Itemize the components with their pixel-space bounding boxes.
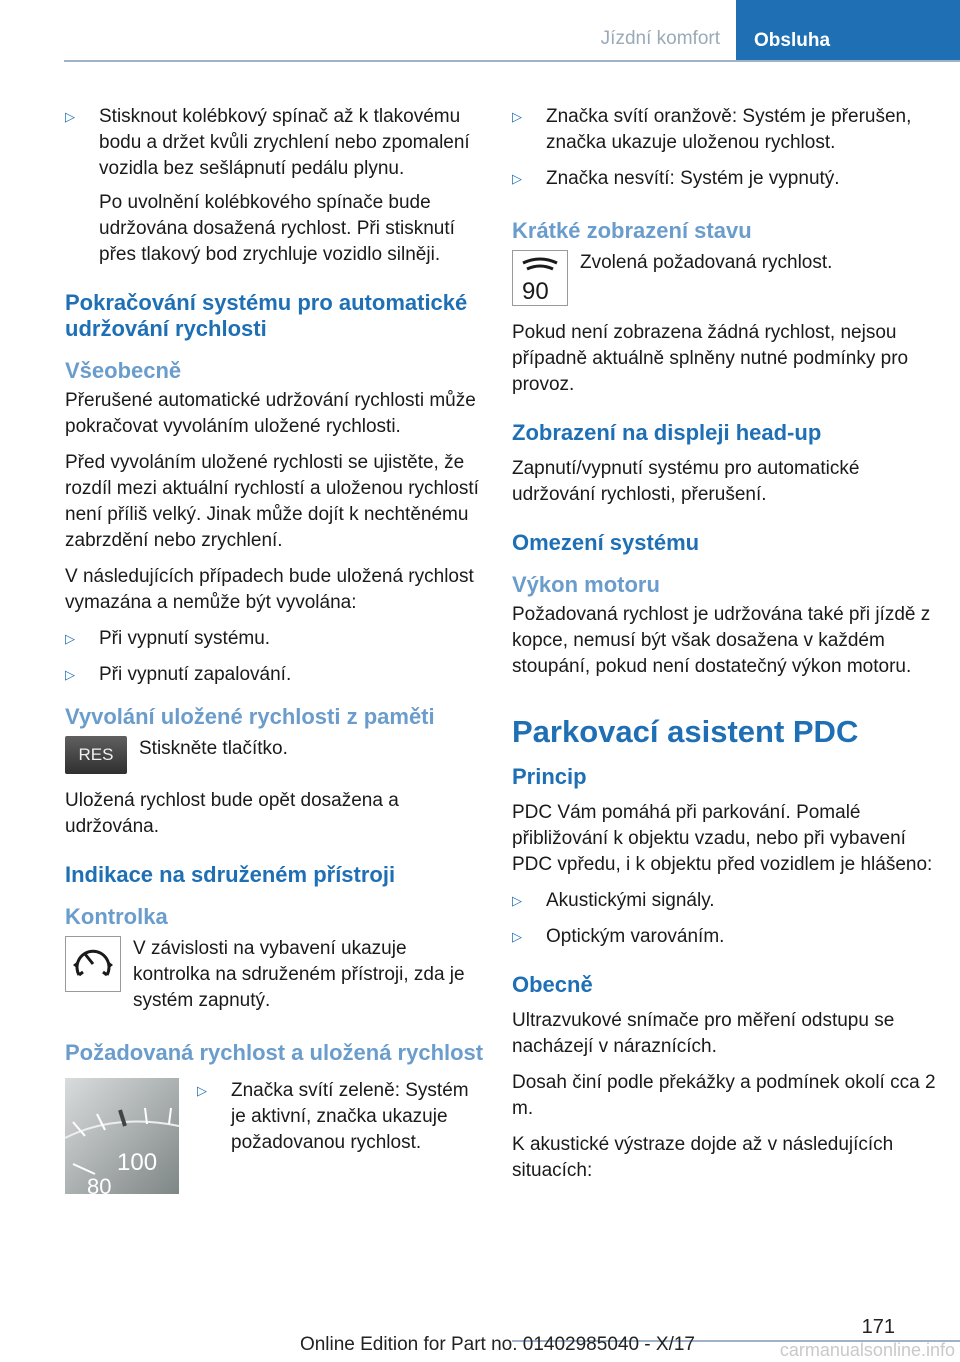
bullet-list-green xyxy=(197,1078,485,1166)
triangle-bullet-icon: ▷ xyxy=(512,171,522,186)
list-item xyxy=(512,888,937,914)
res-instruction: Stiskněte tlačítko. xyxy=(139,738,288,759)
heading-continue-system: Pokračování systému pro automatické udržování rychlosti xyxy=(65,290,468,341)
heading-cluster-indication: Indikace na sdruženém přístroji xyxy=(65,862,396,887)
list-item-text: Optickým varováním. xyxy=(546,926,725,947)
heading-principle: Princip xyxy=(512,764,587,789)
list-item xyxy=(65,626,485,652)
list-item-text: Při vypnutí systému. xyxy=(99,628,271,649)
paragraph: Zapnutí/vypnutí systému pro automatické udržování rychlosti, přerušení. xyxy=(512,458,860,505)
bullet-list-erase xyxy=(65,626,485,688)
list-item xyxy=(197,1078,485,1156)
speedometer-gauge-icon xyxy=(65,1078,179,1194)
left-column xyxy=(65,104,485,1194)
paragraph: Před vyvoláním uložené rychlosti se ujistěte, že rozdíl mezi aktuální rychlostí a uloženou rychlostí není příliš velký. Jinak může dojít k nechtěnému zabrzdění nebo zrychlení. xyxy=(65,452,479,551)
page-number: 171 xyxy=(861,1316,895,1338)
speed-description: Zvolená požadovaná rychlost. xyxy=(580,252,833,273)
edition-note: Online Edition for Part no. 01402985040 - X/17 xyxy=(299,1334,695,1355)
paragraph: Ultrazvukové snímače pro měření odstupu se nacházejí v náraznících. xyxy=(512,1010,895,1057)
triangle-bullet-icon: ▷ xyxy=(65,109,75,124)
cruise-control-indicator-icon xyxy=(65,936,121,992)
heading-indicator: Kontrolka xyxy=(65,904,168,929)
bullet-list-status xyxy=(512,104,937,192)
list-item-text: Značka svítí zeleně: Systém je aktivní, značka ukazuje požadovanou rychlost. xyxy=(231,1080,469,1153)
bullet-list-rocker xyxy=(65,104,485,268)
triangle-bullet-icon: ▷ xyxy=(65,667,75,682)
heading-desired-stored-speed: Požadovaná rychlost a uložená rychlost xyxy=(65,1040,484,1065)
section-tab-operation: Obsluha xyxy=(736,0,960,62)
speed-value: 90 xyxy=(522,278,549,303)
heading-engine-power: Výkon motoru xyxy=(512,572,660,597)
list-item-text: Stisknout kolébkový spínač až k tlakovému bodu a držet kvůli zrychlení nebo zpomalení vozidla bez sešlápnutí pedálu plynu. xyxy=(99,106,470,179)
paragraph: V následujících případech bude uložená rychlost vymazána a nemůže být vyvolána: xyxy=(65,566,474,613)
paragraph: Uložená rychlost bude opět dosažena a udržována. xyxy=(65,790,399,837)
bullet-list-signals xyxy=(512,888,937,950)
res-button-row xyxy=(65,736,485,774)
speed-display-row xyxy=(512,250,937,306)
paragraph: Dosah činí podle překážky a podmínek okolí cca 2 m. xyxy=(512,1072,936,1119)
indicator-description: V závislosti na vybavení ukazuje kontrolka na sdruženém přístroji, zda je systém zapnutý. xyxy=(133,938,465,1011)
list-item-text: Značka nesvítí: Systém je vypnutý. xyxy=(546,168,840,189)
list-item xyxy=(512,924,937,950)
heading-park-distance-control: Parkovací asistent PDC xyxy=(512,714,859,749)
header-divider xyxy=(64,60,960,62)
gauge-label-80: 80 xyxy=(87,1174,112,1194)
list-item xyxy=(65,104,485,268)
heading-brief-status: Krátké zobrazení stavu xyxy=(512,218,752,243)
paragraph: Přerušené automatické udržování rychlosti může pokračovat vyvoláním uložené rychlosti. xyxy=(65,390,476,437)
list-item xyxy=(512,166,937,192)
gauge-label-100: 100 xyxy=(117,1149,158,1176)
triangle-bullet-icon: ▷ xyxy=(65,631,75,646)
heading-head-up-display: Zobrazení na displeji head-up xyxy=(512,420,822,445)
triangle-bullet-icon: ▷ xyxy=(512,893,522,908)
heading-system-limits: Omezení systému xyxy=(512,530,700,555)
paragraph: Požadovaná rychlost je udržována také při jízdě z kopce, nemusí být však dosažena v každém stoupání, pokud není dostatečný výkon motoru. xyxy=(512,604,931,677)
section-tab-driving-comfort: Jízdní komfort xyxy=(600,28,720,49)
paragraph: Pokud není zobrazena žádná rychlost, nejsou případně aktuálně splněny nutné podmínky pro provoz. xyxy=(512,322,909,395)
indicator-row xyxy=(65,936,485,1014)
heading-recall-speed: Vyvolání uložené rychlosti z paměti xyxy=(65,704,435,729)
list-item xyxy=(65,662,485,688)
list-item-subtext: Po uvolnění kolébkového spínače bude udržována dosažená rychlost. Při stisknutí přes tlakový bod zrychluje vozidlo silněji. xyxy=(99,192,455,265)
list-item-text: Akustickými signály. xyxy=(546,890,715,911)
heading-generally: Obecně xyxy=(512,972,593,997)
page-header xyxy=(0,0,960,62)
watermark: carmanualsonline.info xyxy=(779,1340,955,1360)
triangle-bullet-icon: ▷ xyxy=(512,929,522,944)
list-item-text: Při vypnutí zapalování. xyxy=(99,664,292,685)
right-column xyxy=(512,104,937,1194)
speed-display-icon xyxy=(512,250,568,306)
triangle-bullet-icon: ▷ xyxy=(512,109,522,124)
paragraph: K akustické výstraze dojde až v následujících situacích: xyxy=(512,1134,894,1181)
list-item-text: Značka svítí oranžově: Systém je přerušen, značka ukazuje uloženou rychlost. xyxy=(546,106,912,153)
paragraph: PDC Vám pomáhá při parkování. Pomalé přibližování k objektu vzadu, nebo při vybavení PDC vpředu, i k objektu před vozidlem je hlášeno: xyxy=(512,802,933,875)
gauge-row xyxy=(65,1078,485,1194)
res-button-icon: RES xyxy=(65,736,127,774)
list-item xyxy=(512,104,937,156)
heading-general: Všeobecně xyxy=(65,358,182,383)
triangle-bullet-icon: ▷ xyxy=(197,1083,207,1098)
